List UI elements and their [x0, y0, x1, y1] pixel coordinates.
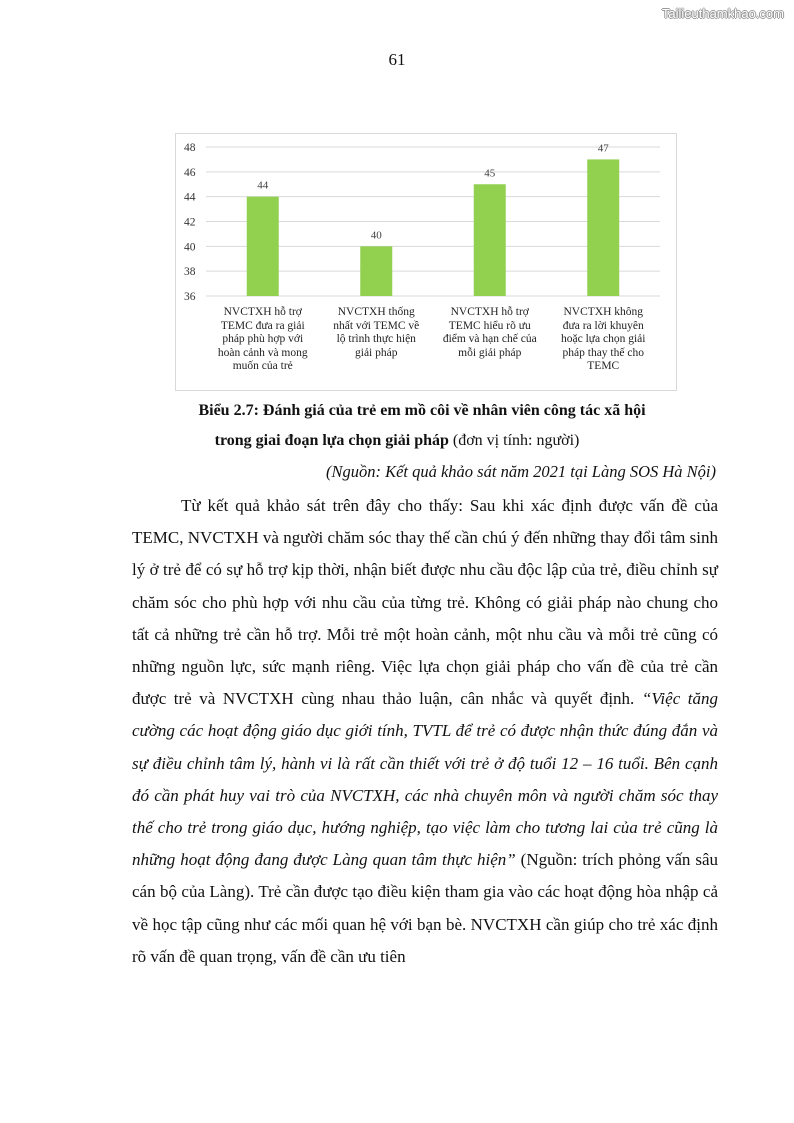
category-label-line: NVCTXH hỗ trợ	[223, 306, 302, 318]
y-tick-label: 40	[184, 241, 196, 254]
data-label: 44	[257, 179, 269, 192]
y-tick-label: 46	[184, 166, 196, 179]
category-label-line: pháp phù hợp với	[222, 333, 304, 345]
category-label	[436, 306, 544, 360]
y-tick-label: 42	[184, 216, 196, 229]
category-label	[549, 306, 657, 374]
data-label: 45	[484, 167, 496, 180]
caption-unit: (đơn vị tính: người)	[448, 432, 580, 449]
category-label-line: đưa ra lời khuyên	[562, 319, 644, 332]
body-intro: Từ kết quả khảo sát trên đây cho thấy: Sau khi xác định được vấn đề của TEMC, NVCTXH và người chăm sóc thay thế cần chú ý đến những thay đổi tâm sinh lý ở trẻ để có sự hỗ trợ kịp thời, nhận biết được nhu cầu độc lập của trẻ, điều chỉnh sự chăm sóc cho phù hợp với nhu cầu của từng trẻ. Không có giải pháp nào chung cho tất cả những trẻ cần hỗ trợ. Mỗi trẻ một hoàn cảnh, một nhu cầu và mỗi trẻ cũng có những nguồn lực, sức mạnh riêng. Việc lựa chọn giải pháp cho vấn đề của trẻ cần được trẻ và NVCTXH cùng nhau thảo luận, cân nhắc và quyết định.	[132, 496, 718, 709]
data-label: 40	[370, 229, 382, 242]
y-tick-label: 48	[184, 142, 196, 154]
category-label-line: hoàn cảnh và mong	[217, 346, 308, 359]
watermark: Tailieuthamkhao.com	[661, 6, 784, 21]
category-label-line: hoặc lựa chọn giải	[561, 333, 646, 345]
bar	[247, 197, 279, 296]
category-label-line: nhất với TEMC về	[333, 319, 420, 332]
category-label-line: lộ trình thực hiện	[336, 333, 416, 345]
category-label	[322, 306, 430, 360]
y-tick-label: 36	[184, 291, 196, 303]
bar-chart	[175, 133, 677, 391]
figure-caption-subtitle	[0, 432, 794, 450]
category-label-line: muốn của trẻ	[232, 360, 293, 372]
y-tick-label: 38	[184, 266, 196, 279]
y-tick-label: 44	[184, 191, 196, 204]
body-rest: (Nguồn: trích phỏng vấn sâu cán bộ của Làng). Trẻ cần được tạo điều kiện tham gia vào các hoạt động hòa nhập cả về học tập cũng như các mối quan hệ với bạn bè. NVCTXH cần giúp cho trẻ xác định rõ vấn đề quan trọng, vấn đề cần ưu tiên	[132, 850, 719, 966]
category-label-line: NVCTXH thống	[337, 306, 415, 318]
category-label-line: mỗi giải pháp	[458, 346, 522, 359]
data-label: 47	[597, 142, 609, 155]
category-label-line: NVCTXH hỗ trợ	[450, 306, 529, 318]
bar	[587, 159, 619, 296]
body-paragraph	[132, 490, 718, 973]
bar	[474, 184, 506, 296]
figure-caption-title: Biểu 2.7: Đánh giá của trẻ em mồ côi về nhân viên công tác xã hội	[198, 402, 646, 419]
figure-source: (Nguồn: Kết quả khảo sát năm 2021 tại Làng SOS Hà Nội)	[325, 462, 716, 481]
category-label-line: TEMC hiểu rõ ưu	[448, 319, 531, 332]
category-label-line: giải pháp	[355, 346, 398, 359]
category-label-line: NVCTXH không	[563, 306, 644, 318]
caption-phase: trong giai đoạn lựa chọn giải pháp	[214, 432, 449, 449]
category-label-line: TEMC	[587, 360, 620, 372]
category-label	[209, 306, 317, 374]
page-number: 61	[388, 50, 406, 69]
body-quote: “Việc tăng cường các hoạt động giáo dục giới tính, TVTL để trẻ có được nhận thức đúng đắn và sự điều chỉnh tâm lý, hành vi là rất cần thiết với trẻ ở độ tuổi 12 – 16 tuổi. Bên cạnh đó cần phát huy vai trò của NVCTXH, các nhà chuyên môn và người chăm sóc thay thế cho trẻ trong giáo dục, hướng nghiệp, tạo việc làm cho tương lai của trẻ cũng là những hoạt động đang được Làng quan tâm thực hiện”	[132, 689, 719, 870]
bar	[360, 246, 392, 296]
category-label-line: TEMC đưa ra giải	[220, 319, 305, 332]
category-label-line: điểm và hạn chế của	[442, 333, 537, 345]
category-label-line: pháp thay thế cho	[562, 346, 644, 359]
